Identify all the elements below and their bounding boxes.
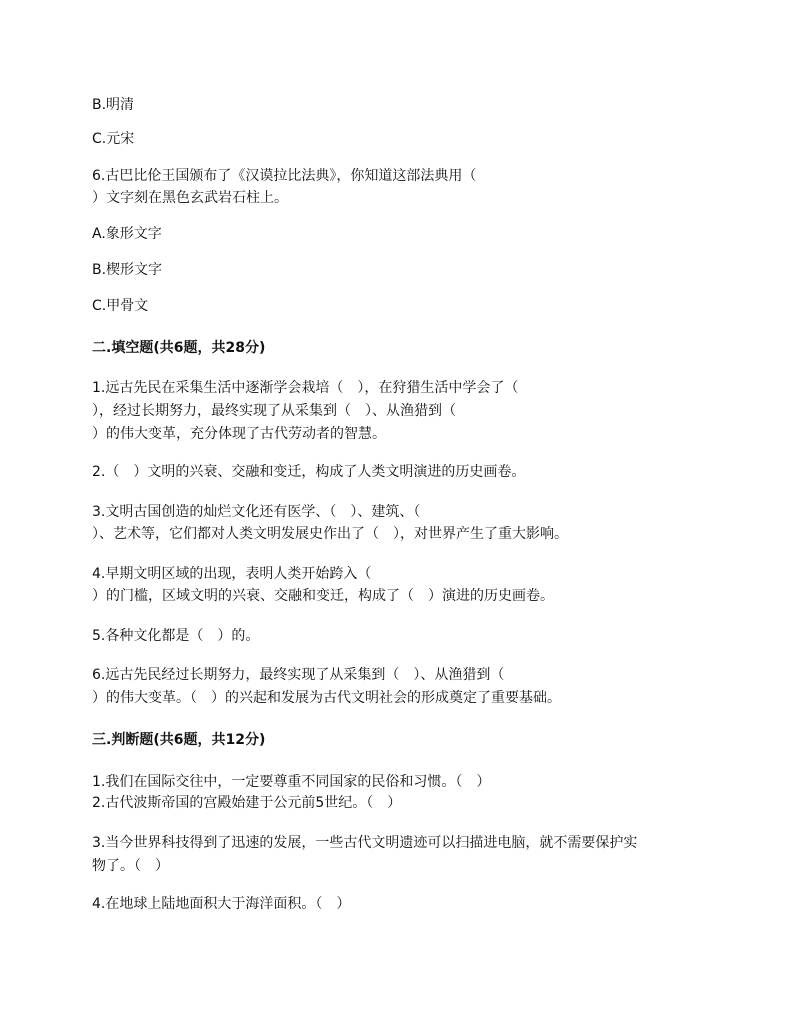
fill-question-4: ）的门槛，区域文明的兴衰、交融和变迁，构成了（ ）演进的历史画卷。: [92, 588, 554, 604]
fill-question-6: ）的伟大变革。（ ）的兴起和发展为古代文明社会的形成奠定了重要基础。: [92, 690, 561, 706]
judge-question-1: 1.我们在国际交往中，一定要尊重不同国家的民俗和习惯。（ ）: [92, 774, 491, 790]
fill-question-3: ）、艺术等，它们都对人类文明发展史作出了（ ），对世界产生了重大影响。: [92, 526, 568, 542]
option-c: C.元宋: [92, 131, 135, 147]
judge-question-4: 4.在地球上陆地面积大于海洋面积。（ ）: [92, 896, 351, 912]
fill-question-6: 6.远古先民经过长期努力，最终实现了从采集到（ ）、从渔猎到（: [92, 667, 505, 683]
fill-question-1: ），经过长期努力，最终实现了从采集到（ ）、从渔猎到（: [92, 403, 456, 419]
question-6-text: ）文字刻在黑色玄武岩石柱上。: [92, 190, 288, 206]
question-6-text: 6.古巴比伦王国颁布了《汉谟拉比法典》，你知道这部法典用（: [92, 168, 477, 184]
fill-question-3: 3.文明古国创造的灿烂文化还有医学、（ ）、建筑、（: [92, 504, 421, 520]
option-c: C.甲骨文: [92, 298, 149, 314]
fill-question-1: 1.远古先民在采集生活中逐渐学会栽培（ ），在狩猎生活中学会了（: [92, 380, 519, 396]
fill-question-4: 4.早期文明区域的出现，表明人类开始跨入（: [92, 566, 372, 582]
option-b: B.明清: [92, 97, 135, 113]
section-heading-fill-in: 二.填空题(共6题，共28分): [92, 340, 266, 356]
fill-question-5: 5.各种文化都是（ ）的。: [92, 628, 260, 644]
judge-question-3: 3.当今世界科技得到了迅速的发展，一些古代文明遗迹可以扫描进电脑，就不需要保护实: [92, 835, 638, 851]
section-heading-true-false: 三.判断题(共6题，共12分): [92, 732, 266, 748]
fill-question-1: ）的伟大变革，充分体现了古代劳动者的智慧。: [92, 426, 386, 442]
judge-question-3: 物了。（ ）: [92, 858, 169, 874]
option-a: A.象形文字: [92, 226, 162, 242]
judge-question-2: 2.古代波斯帝国的宫殿始建于公元前5世纪。（ ）: [92, 795, 402, 811]
option-b: B.楔形文字: [92, 262, 163, 278]
fill-question-2: 2.（ ）文明的兴衰、交融和变迁，构成了人类文明演进的历史画卷。: [92, 464, 526, 480]
